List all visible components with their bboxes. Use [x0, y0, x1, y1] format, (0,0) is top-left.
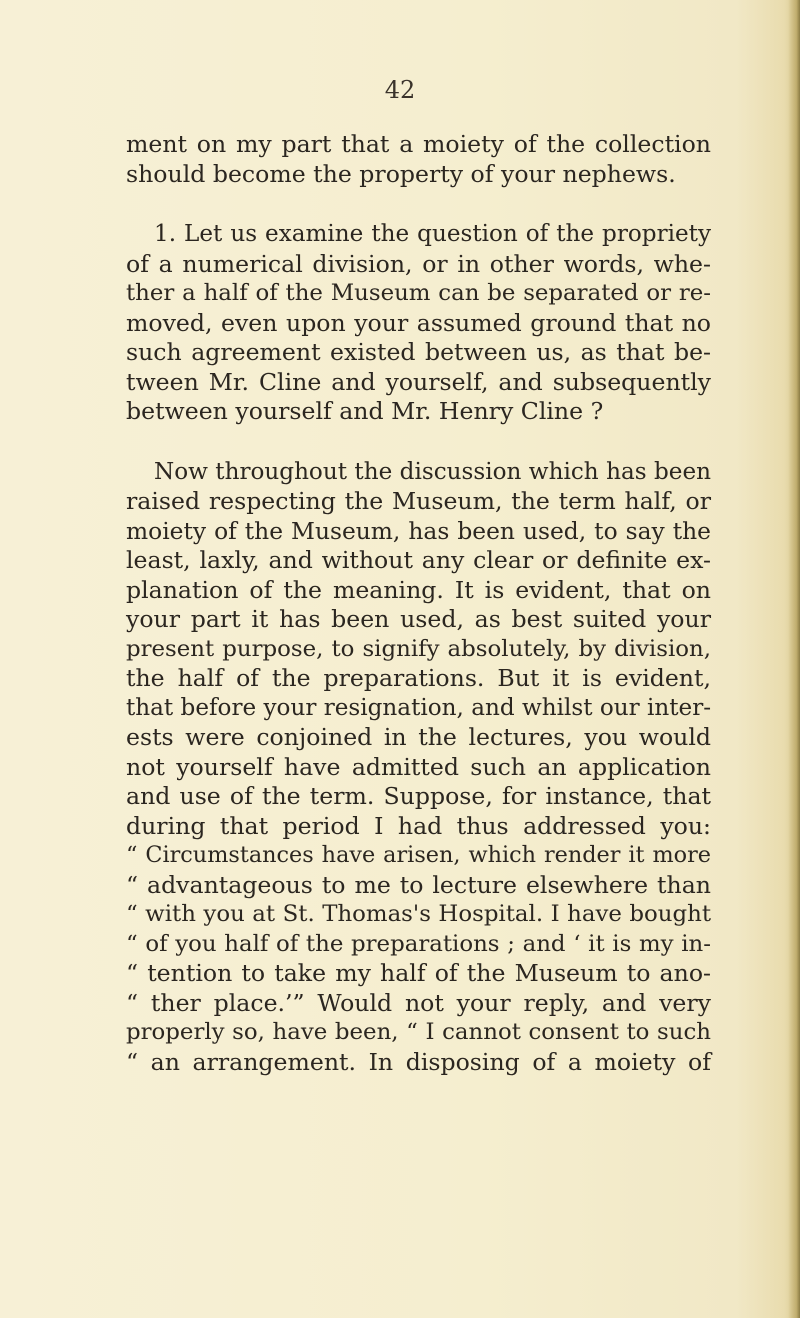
text-line: that before your resignation, and whilst our inter-	[126, 694, 712, 721]
text-line: the half of the preparations. But it is evident,	[126, 664, 711, 692]
text-line: of a numerical division, or in other words, whe-	[126, 249, 711, 278]
text-line: and use of the term. Suppose, for instance, that	[126, 782, 711, 810]
text-line: such agreement existed between us, as that be-	[126, 338, 711, 366]
text-line: “ tention to take my half of the Museum to ano-	[126, 959, 711, 987]
text-line: Now throughout the discussion which has been	[154, 458, 711, 485]
text-line: “ an arrangement. In disposing of a moiety of	[126, 1047, 711, 1076]
text-line: ment on my part that a moiety of the collection	[126, 130, 711, 158]
text-line: planation of the meaning. It is evident, that on	[126, 575, 711, 604]
text-line: “ Circumstances have arisen, which render it more	[126, 842, 711, 868]
text-line: should become the property of your nephews.	[126, 159, 676, 188]
paragraph	[126, 130, 711, 189]
text-line: “ ther place.’” Would not your reply, and very	[126, 988, 711, 1017]
text-line: tween Mr. Cline and yourself, and subsequently	[126, 367, 711, 396]
page-edge-shadow	[788, 0, 800, 1318]
text-line: present purpose, to signify absolutely, by division,	[126, 635, 711, 662]
text-line: moved, even upon your assumed ground that no	[126, 308, 711, 337]
paragraph	[126, 220, 711, 427]
text-line: during that period I had thus addressed you:	[126, 811, 711, 840]
text-line: “ with you at St. Thomas's Hospital. I have bought	[126, 901, 711, 927]
text-line: properly so, have been, “ I cannot consent to such	[126, 1019, 711, 1045]
text-line: 1. Let us examine the question of the propriety	[154, 221, 711, 247]
paragraph	[126, 458, 711, 1078]
text-line: “ advantageous to me to lecture elsewhere than	[126, 870, 711, 899]
text-line: ther a half of the Museum can be separated or re-	[126, 280, 711, 306]
page-number: 42	[384, 76, 416, 104]
text-line: raised respecting the Museum, the term half, or	[126, 487, 711, 515]
text-line: between yourself and Mr. Henry Cline ?	[126, 397, 604, 425]
text-line: not yourself have admitted such an application	[126, 752, 711, 781]
text-line: moiety of the Museum, has been used, to say the	[126, 516, 711, 545]
text-line: “ of you half of the preparations ; and ‘ it is my in-	[126, 930, 711, 957]
text-line: ests were conjoined in the lectures, you would	[126, 723, 711, 751]
text-line: your part it has been used, as best suited your	[126, 605, 711, 633]
text-line: least, laxly, and without any clear or definite ex-	[126, 546, 711, 574]
page-body	[126, 130, 711, 1077]
